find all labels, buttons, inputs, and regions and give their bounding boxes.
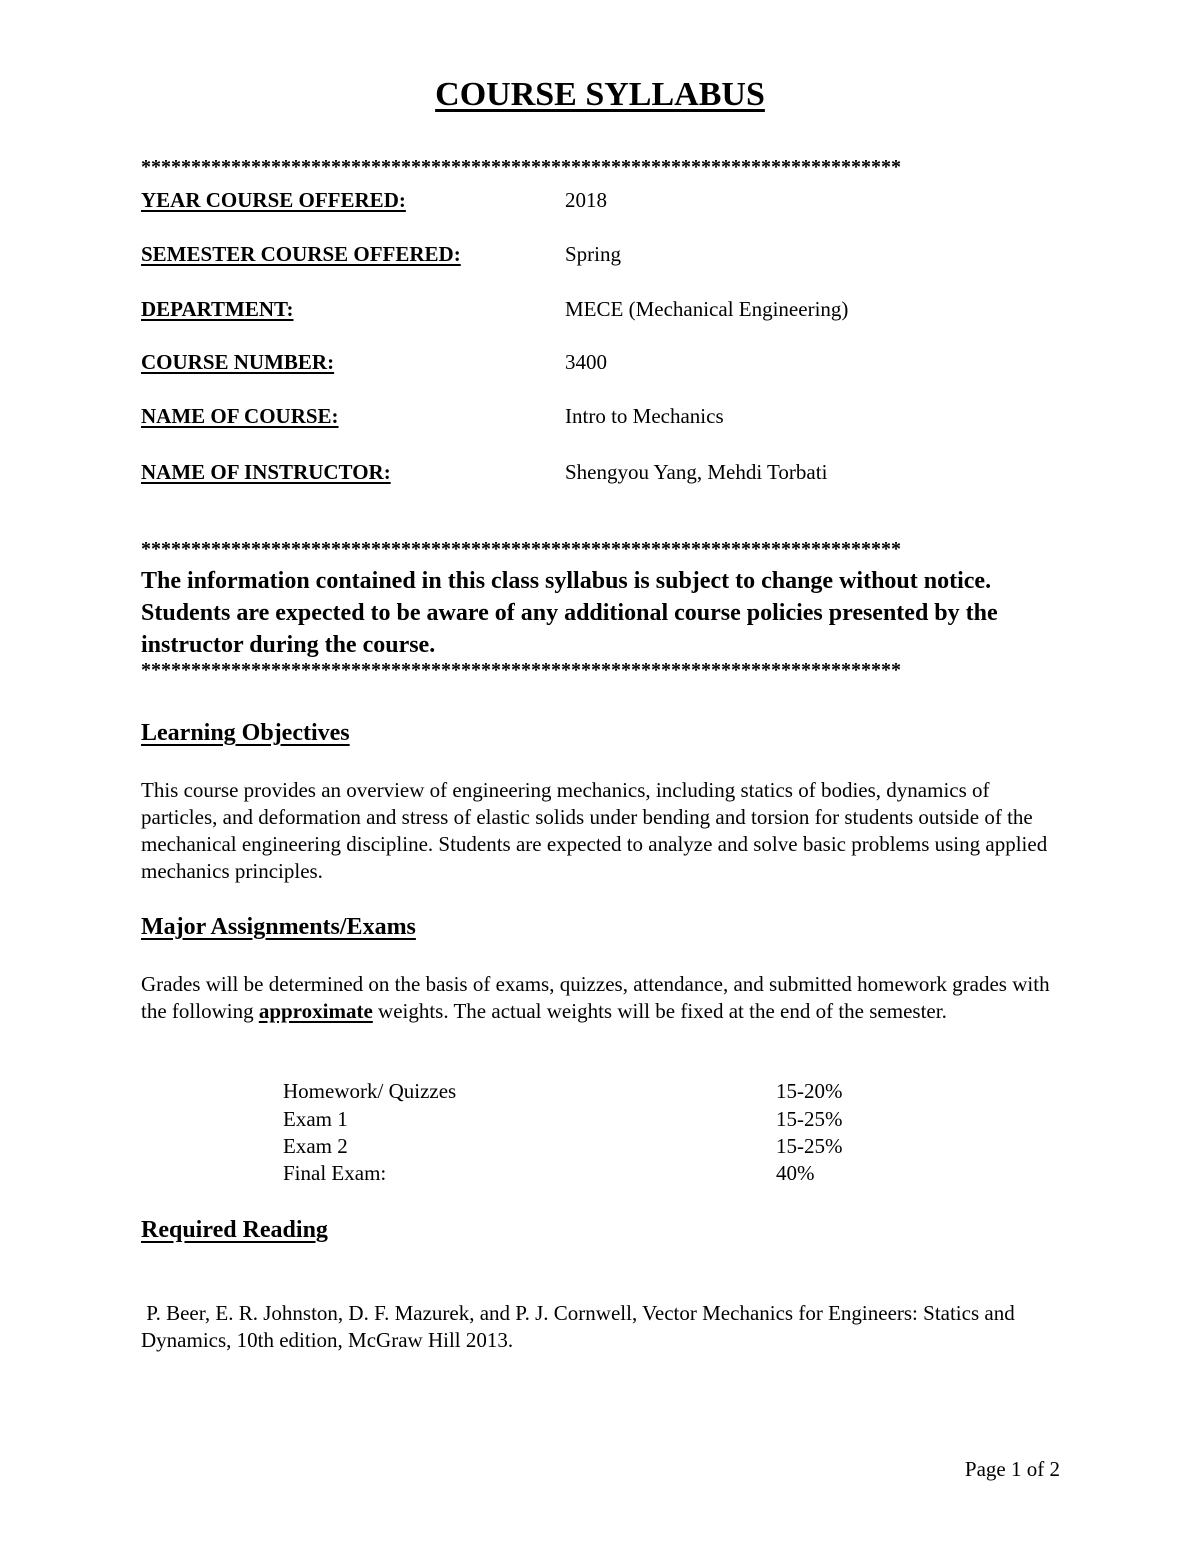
field-label-course-name: NAME OF COURSE:: [141, 404, 339, 428]
learning-objectives-text: This course provides an overview of engineering mechanics, including statics of bodies, dynamics of particles, and deformation and stress of elastic solids under bending and torsion for students outside of the mechanical engineering discipline. Students are expected to analyze and solve basic problems using applied mechanics principles.: [141, 778, 1048, 883]
separator-top: ****************************************************************************: [141, 156, 901, 178]
grade-item-exam1: Exam 1: [283, 1107, 348, 1131]
page-title: COURSE SYLLABUS: [435, 76, 765, 113]
field-label-semester: SEMESTER COURSE OFFERED:: [141, 242, 461, 266]
grade-item-exam2: Exam 2: [283, 1134, 348, 1158]
assignments-text: [141, 971, 1056, 1025]
separator-notice-top: ****************************************************************************: [141, 538, 901, 560]
learning-objectives-heading: Learning Objectives: [141, 720, 350, 746]
field-value-instructor: Shengyou Yang, Mehdi Torbati: [565, 460, 828, 484]
field-value-course-number: 3400: [565, 350, 607, 374]
required-reading-heading: Required Reading: [141, 1217, 328, 1243]
grade-weight-final: 40%: [776, 1161, 815, 1185]
field-value-department: MECE (Mechanical Engineering): [565, 297, 849, 321]
field-value-semester: Spring: [565, 242, 622, 266]
field-label-course-number: COURSE NUMBER:: [141, 350, 335, 374]
separator-notice-bottom: ****************************************************************************: [141, 659, 901, 681]
grade-weight-exam2: 15-25%: [776, 1134, 843, 1158]
page-number: Page 1 of 2: [964, 1457, 1060, 1481]
field-label-instructor: NAME OF INSTRUCTOR:: [141, 460, 391, 484]
assignments-text-after: weights. The actual weights will be fixed at the end of the semester.: [372, 999, 947, 1023]
grade-item-final: Final Exam:: [283, 1161, 387, 1185]
assignments-heading: Major Assignments/Exams: [141, 914, 416, 940]
field-label-department: DEPARTMENT:: [141, 297, 294, 321]
assignments-text-before: Grades will be determined on the basis of exams, quizzes, attendance, and submitted homework grades with the following: [141, 972, 1050, 1023]
required-reading-text: P. Beer, E. R. Johnston, D. F. Mazurek, and P. J. Cornwell, Vector Mechanics for Engineers: Statics and Dynamics, 10th edition, McGraw Hill 2013.: [141, 1301, 1020, 1352]
syllabus-notice: The information contained in this class syllabus is subject to change without notice. Students are expected to be aware of any additional course policies presented by the instructor during the course.: [141, 568, 998, 658]
field-value-year: 2018: [565, 188, 607, 212]
field-value-course-name: Intro to Mechanics: [565, 404, 724, 428]
grade-weight-exam1: 15-25%: [776, 1107, 843, 1131]
field-label-year: YEAR COURSE OFFERED:: [141, 188, 406, 212]
grade-item-homework: Homework/ Quizzes: [283, 1079, 457, 1103]
assignments-emphasis: approximate: [258, 999, 373, 1023]
grade-weight-homework: 15-20%: [776, 1079, 843, 1103]
